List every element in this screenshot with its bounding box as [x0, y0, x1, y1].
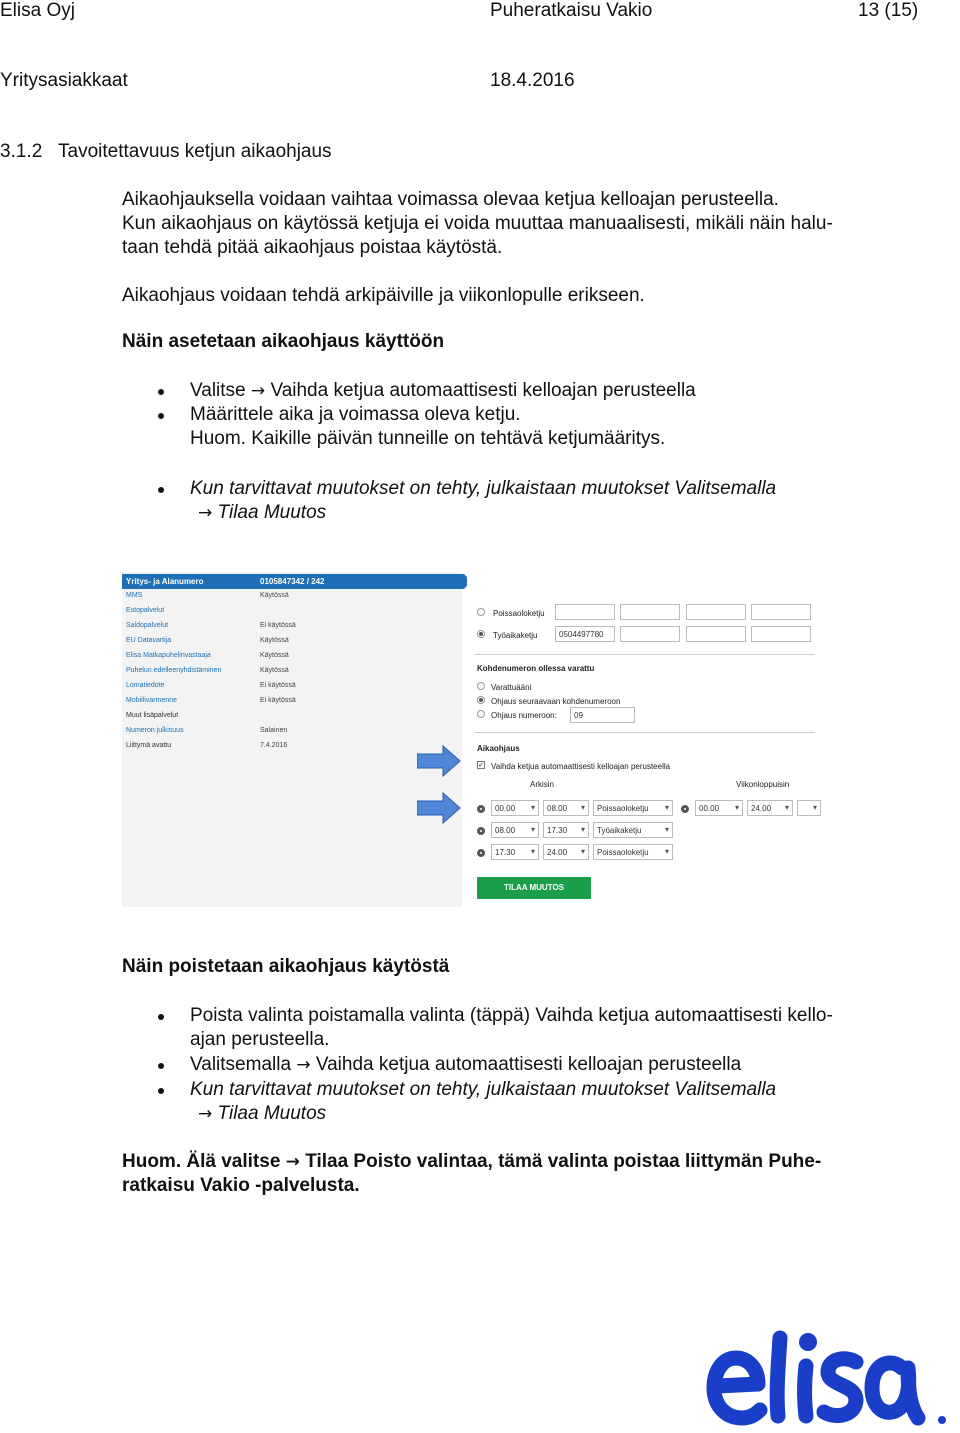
header-date: 18.4.2016 — [490, 70, 575, 91]
divider — [475, 732, 815, 733]
enable-bullet-2-line-2: Huom. Kaikille päivän tunneille on tehtävä ketjumääritys. — [190, 428, 666, 449]
service-status: Käytössä — [260, 667, 289, 674]
service-status: Ei käytössä — [260, 682, 296, 689]
remove-row-icon[interactable] — [477, 805, 485, 813]
service-link[interactable]: Saldopalvelut — [126, 622, 169, 629]
service-label: Liittymä avattu — [126, 742, 172, 749]
services-header-name: Yritys- ja Alanumero — [126, 577, 204, 586]
note-line-2: ratkaisu Vakio -palvelusta. — [122, 1175, 360, 1196]
header-company: Elisa Oyj — [0, 0, 75, 21]
remove-row-icon[interactable] — [477, 827, 485, 835]
aikaohjaus-checkbox[interactable]: ✓ — [478, 761, 484, 769]
intro-line-3: taan tehdä pitää aikaohjaus poistaa käytöstä. — [122, 237, 503, 258]
note-line1-suffix: Tilaa Poisto valintaa, tämä valinta poistaa liittymän Puhe- — [305, 1151, 822, 1172]
enable-b3-line2-text: Tilaa Muutos — [217, 502, 327, 523]
disable-bullet-3-line-1: Kun tarvittavat muutokset on tehty, julkaistaan muutokset Valitsemalla — [190, 1079, 777, 1100]
services-panel — [122, 572, 462, 907]
poissaoloketju-number-1[interactable] — [555, 604, 615, 620]
arrow-right-icon: → — [285, 1152, 300, 1172]
bullet — [158, 1088, 164, 1094]
service-status: Käytössä — [260, 637, 289, 644]
tyoaikaketju-radio[interactable] — [477, 630, 485, 638]
blue-arrow-icon — [417, 744, 462, 778]
arrow-right-icon: → — [250, 381, 266, 401]
tyoaikaketju-number-3[interactable] — [686, 626, 746, 642]
disable-bullet-3-line-2 — [198, 1103, 326, 1125]
poissaoloketju-radio[interactable] — [477, 608, 485, 616]
arki-from-select[interactable]: 08.00 ▾ — [491, 822, 539, 838]
disable-b2-prefix: Valitsemalla — [190, 1054, 292, 1075]
service-status: 7.4.2016 — [260, 742, 288, 749]
arki-to-select[interactable]: 24.00 ▾ — [543, 844, 589, 860]
disable-bullet-1-line-2: ajan perusteella. — [190, 1029, 330, 1050]
remove-row-icon[interactable] — [477, 849, 485, 857]
disable-b2-suffix: Vaihda ketjua automaattisesti kelloajan perusteella — [315, 1054, 742, 1075]
arrow-right-icon: → — [296, 1055, 311, 1075]
header-product: Puheratkaisu Vakio — [490, 0, 653, 21]
enable-bullet-2-line-1: Määrittele aika ja voimassa oleva ketju. — [190, 404, 521, 425]
bullet — [158, 1063, 164, 1069]
arki-from-select[interactable]: 17.30 ▾ — [491, 844, 539, 860]
arki-chain-select[interactable]: Poissaoloketju ▾ — [593, 844, 673, 860]
service-link[interactable]: Numeron julkisuus — [126, 727, 184, 734]
section-number: 3.1.2 — [0, 141, 43, 162]
service-status: Käytössä — [260, 652, 289, 659]
poissaoloketju-number-2[interactable] — [620, 604, 680, 620]
arki-chain-select[interactable]: Työaikaketju ▾ — [593, 822, 673, 838]
service-link[interactable]: Lomatiedote — [126, 682, 165, 689]
service-status: Salainen — [260, 727, 288, 734]
service-status: Ei käytössä — [260, 697, 296, 704]
bullet — [158, 389, 164, 395]
ohjaus-numeroon-radio[interactable] — [477, 710, 485, 718]
bullet — [158, 487, 164, 493]
service-status: Käytössä — [260, 592, 289, 599]
disable-heading: Näin poistetaan aikaohjaus käytöstä — [122, 956, 450, 977]
arrow-right-icon: → — [198, 503, 213, 523]
enable-bullet-3-line-1: Kun tarvittavat muutokset on tehty, julkaistaan muutokset Valitsemalla — [190, 478, 777, 499]
services-header — [122, 574, 464, 589]
chain-settings-panel — [467, 572, 822, 907]
busy-heading: Kohdenumeron ollessa varattu — [477, 664, 595, 673]
note-prefix: Huom. Älä valitse — [122, 1151, 281, 1172]
ohjaus-seuraavaan-radio[interactable] — [477, 696, 485, 704]
poissaoloketju-number-3[interactable] — [686, 604, 746, 620]
ohjaus-seuraavaan-label: Ohjaus seuraavaan kohdenumeroon — [491, 697, 621, 706]
intro-line-2: Kun aikaohjaus on käytössä ketjuja ei voida muuttaa manuaalisesti, mikäli näin halu- — [122, 213, 833, 234]
divider — [475, 654, 815, 655]
tyoaikaketju-number-1[interactable]: 0504497780 — [555, 626, 615, 642]
varattuaani-label: Varattuääni — [491, 683, 532, 692]
poissaoloketju-label: Poissaoloketju — [493, 609, 545, 618]
header-audience: Yritysasiakkaat — [0, 70, 128, 91]
disable-bullet-2 — [190, 1054, 741, 1076]
tyoaikaketju-label: Työaikaketju — [493, 631, 538, 640]
bullet — [158, 1014, 164, 1020]
viikonloppuisin-label: Viikonloppuisin — [736, 780, 790, 789]
tyoaikaketju-number-4[interactable] — [751, 626, 811, 642]
service-status: Ei käytössä — [260, 622, 296, 629]
enable-bullet-3-line-2 — [198, 502, 326, 524]
intro-line-4: Aikaohjaus voidaan tehdä arkipäiville ja viikonlopulle erikseen. — [122, 285, 645, 306]
disable-bullet-1-line-1: Poista valinta poistamalla valinta (täppä) Vaihda ketjua automaattisesti kello- — [190, 1005, 833, 1026]
service-link[interactable]: Mobiilivarmenne — [126, 697, 177, 704]
ohjaus-numeroon-label: Ohjaus numeroon: — [491, 711, 557, 720]
service-link[interactable]: MMS — [126, 592, 143, 599]
intro-line-1: Aikaohjauksella voidaan vaihtaa voimassa olevaa ketjua kelloajan perusteella. — [122, 189, 779, 210]
arki-to-select[interactable]: 08.00 ▾ — [543, 800, 589, 816]
bullet — [158, 413, 164, 419]
elisa-logo — [706, 1328, 956, 1430]
services-header-number: 0105847342 / 242 — [260, 577, 325, 586]
service-settings-screenshot — [122, 572, 822, 907]
service-link[interactable]: Puhelun edelleenyhdistäminen — [126, 667, 222, 674]
viikonloppu-chain-select-partial[interactable] — [797, 800, 821, 816]
service-link[interactable]: Estopalvelut — [126, 607, 165, 614]
poissaoloketju-number-4[interactable] — [751, 604, 811, 620]
arkisin-label: Arkisin — [530, 780, 555, 789]
remove-row-icon[interactable] — [681, 805, 689, 813]
arrow-right-icon: → — [198, 1104, 213, 1124]
aikaohjaus-heading: Aikaohjaus — [477, 744, 520, 753]
service-link[interactable]: Elisa Matkapuhelinvastaaja — [126, 652, 211, 659]
enable-b1-prefix: Valitse — [190, 380, 246, 401]
varattuaani-radio[interactable] — [477, 682, 485, 690]
section-title: Tavoitettavuus ketjun aikaohjaus — [58, 141, 332, 162]
arki-from-select[interactable]: 00.00 ▾ — [491, 800, 539, 816]
viikonloppu-from-select[interactable]: 00.00 ▾ — [695, 800, 743, 816]
arki-to-select[interactable]: 17.30 ▾ — [543, 822, 589, 838]
header-page: 13 (15) — [858, 0, 919, 21]
aikaohjaus-checkbox-label: Vaihda ketjua automaattisesti kelloajan perusteella — [491, 762, 671, 771]
tyoaikaketju-number-2[interactable] — [620, 626, 680, 642]
enable-b1-suffix: Vaihda ketjua automaattisesti kelloajan perusteella — [270, 380, 696, 401]
service-label: Muut lisäpalvelut — [126, 712, 179, 719]
blue-arrow-icon — [417, 791, 462, 825]
enable-bullet-1 — [190, 380, 696, 402]
enable-heading: Näin asetetaan aikaohjaus käyttöön — [122, 331, 445, 352]
tilaa-muutos-button[interactable]: TILAA MUUTOS — [477, 877, 591, 899]
disable-b3-line2-text: Tilaa Muutos — [217, 1103, 327, 1124]
note-line-1 — [122, 1151, 821, 1173]
ohjaus-numeroon-input[interactable]: 09 — [570, 707, 635, 723]
arki-chain-select[interactable]: Poissaoloketju ▾ — [593, 800, 673, 816]
service-link[interactable]: EU Datavartija — [126, 637, 172, 644]
viikonloppu-to-select[interactable]: 24.00 ▾ — [747, 800, 793, 816]
